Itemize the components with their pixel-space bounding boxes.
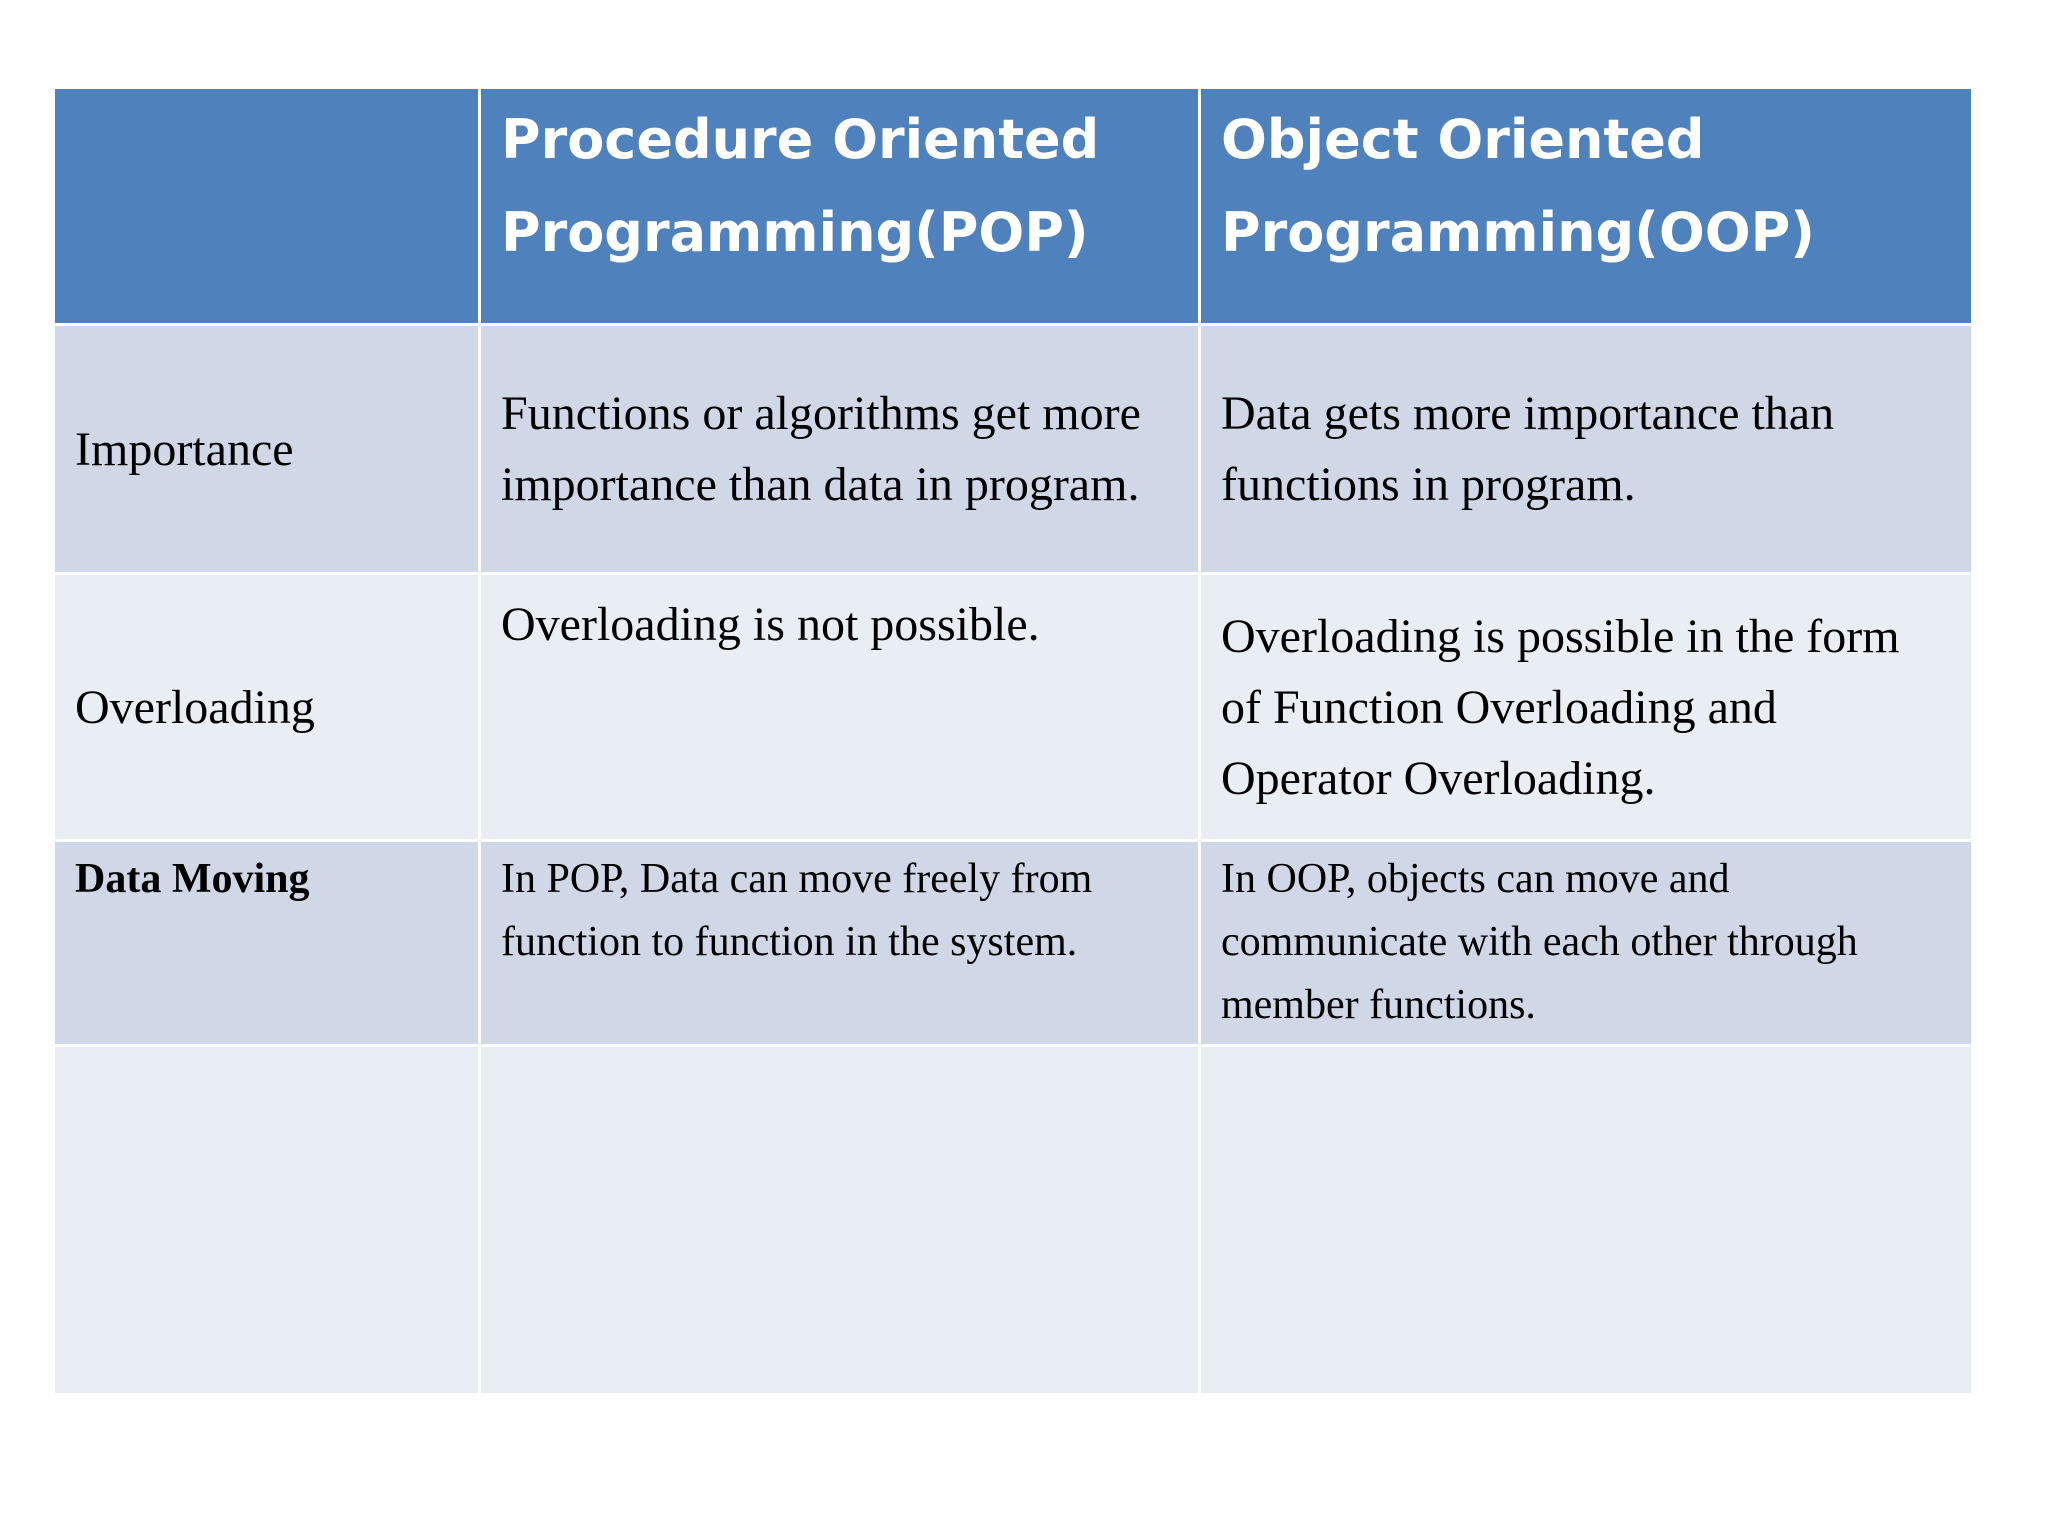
row-label-cell: Data Moving	[54, 841, 480, 1046]
table-row	[54, 841, 1973, 1046]
table-row	[54, 325, 1973, 574]
table-row	[54, 1046, 1973, 1395]
pop-cell: Functions or algorithms get more importance than data in program.	[480, 325, 1200, 574]
oop-cell: Data gets more importance than functions in program.	[1200, 325, 1973, 574]
header-pop-cell: Procedure Oriented Programming(POP)	[480, 88, 1200, 325]
row-label-cell	[54, 1046, 480, 1395]
comparison-table	[52, 86, 1974, 1396]
oop-cell: In OOP, objects can move and communicate with each other through member functions.	[1200, 841, 1973, 1046]
header-corner-cell	[54, 88, 480, 325]
pop-cell: In POP, Data can move freely from function to function in the system.	[480, 841, 1200, 1046]
oop-cell: Overloading is possible in the form of Function Overloading and Operator Overloading.	[1200, 574, 1973, 841]
oop-cell	[1200, 1046, 1973, 1395]
row-label-cell: Importance	[54, 325, 480, 574]
header-oop-cell: Object Oriented Programming(OOP)	[1200, 88, 1973, 325]
pop-cell: Overloading is not possible.	[480, 574, 1200, 841]
table-header-row	[54, 88, 1973, 325]
row-label-cell: Overloading	[54, 574, 480, 841]
pop-cell	[480, 1046, 1200, 1395]
table-row	[54, 574, 1973, 841]
